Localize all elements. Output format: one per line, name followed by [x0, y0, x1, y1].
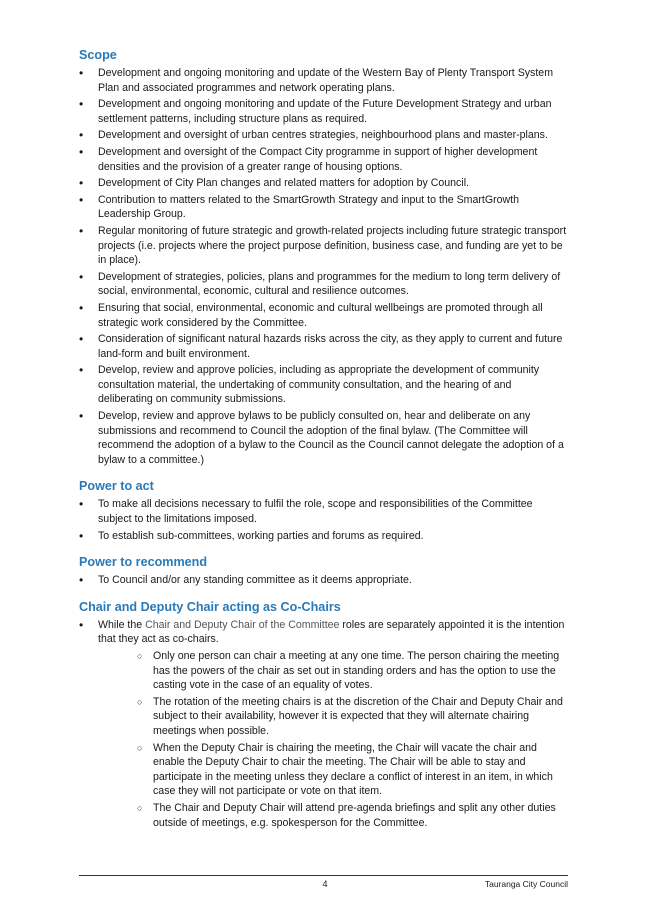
list-item: • Development and ongoing monitoring and update of the Future Development Strategy and urban settlement patterns, including structure plans as required. [79, 97, 569, 126]
power-to-recommend-list [79, 573, 569, 588]
list-item: • Develop, review and approve bylaws to be publicly consulted on, hear and deliberate on any submissions and recommend to Council the adoption of the final bylaw. (The Committee will recommend the adoption of a bylaw to the Council as the Council cannot delegate the adoption of a bylaw to a committee.) [79, 409, 569, 467]
list-item: • Consideration of significant natural hazards risks across the city, as they apply to current and future land-form and built environment. [79, 332, 569, 361]
intro-text-post: roles are separately appointed it is the intention that they act as co-chairs. [98, 618, 565, 646]
list-item: • To make all decisions necessary to fulfil the role, scope and responsibilities of the Committee subject to the limitations imposed. [79, 497, 569, 526]
list-item-co-chairs-intro [79, 618, 569, 830]
section-heading-co-chairs: Chair and Deputy Chair acting as Co-Chairs [79, 599, 341, 614]
scope-list [79, 66, 569, 467]
list-item: • Development of strategies, policies, plans and programmes for the medium to long term delivery of social, environmental, economic, cultural and resilience outcomes. [79, 270, 569, 299]
list-item: • To establish sub-committees, working parties and forums as required. [79, 529, 569, 544]
list-item: • Regular monitoring of future strategic and growth-related projects including future strategic transport projects (i.e. projects where the project purpose definition, business case, and funding are yet to be in place). [79, 224, 569, 268]
sub-list-item: ○ The rotation of the meeting chairs is at the discretion of the Chair and Deputy Chair and subject to their availability, however it is expected that they will alternate chairing meetings when possible. [137, 695, 569, 739]
list-item: • Contribution to matters related to the SmartGrowth Strategy and input to the SmartGrowth Leadership Group. [79, 193, 569, 222]
co-chairs-sublist [98, 649, 569, 830]
intro-text-highlight: Chair and Deputy Chair of the Committee [145, 618, 340, 631]
list-item: • Develop, review and approve policies, including as appropriate the development of community consultation material, the undertaking of community consultation, and the hearing of and deliberating on community submissions. [79, 363, 569, 407]
intro-text-pre: While the [98, 618, 146, 631]
power-to-act-list [79, 497, 569, 543]
list-item: • Development of City Plan changes and related matters for adoption by Council. [79, 176, 569, 191]
sub-list-item: ○ Only one person can chair a meeting at any one time. The person chairing the meeting has the powers of the chair as set out in standing orders and has the option to use the casting vote in the case of an equality of votes. [137, 649, 569, 693]
section-heading-power-to-act: Power to act [79, 479, 154, 494]
list-item: • Ensuring that social, environmental, economic and cultural wellbeings are promoted through all strategic work considered by the Committee. [79, 301, 569, 330]
sub-list-item: ○ When the Deputy Chair is chairing the meeting, the Chair will vacate the chair and enable the Deputy Chair to chair the meeting. The Chair will be able to stay and participate in the meeting unless they declare a conflict of interest in an item, in which case they will not participate or vote on that item. [137, 741, 569, 799]
list-item: • Development and oversight of the Compact City programme in support of higher development densities and the provision of a greater range of housing options. [79, 145, 569, 174]
co-chairs-list [79, 618, 569, 830]
list-item: • Development and ongoing monitoring and update of the Western Bay of Plenty Transport System Plan and associated programmes and network operating plans. [79, 66, 569, 95]
footer-organization: Tauranga City Council [484, 879, 568, 889]
list-item: • To Council and/or any standing committee as it deems appropriate. [79, 573, 569, 588]
list-item: • Development and oversight of urban centres strategies, neighbourhood plans and master-plans. [79, 128, 569, 143]
section-heading-power-to-recommend: Power to recommend [79, 555, 208, 570]
section-heading-scope: Scope [79, 48, 117, 62]
page-content [79, 47, 569, 832]
sub-list-item: ○ The Chair and Deputy Chair will attend pre-agenda briefings and split any other duties outside of meetings, e.g. spokesperson for the Committee. [137, 801, 569, 830]
footer-divider [79, 875, 568, 876]
page-number: 4 [322, 879, 328, 889]
